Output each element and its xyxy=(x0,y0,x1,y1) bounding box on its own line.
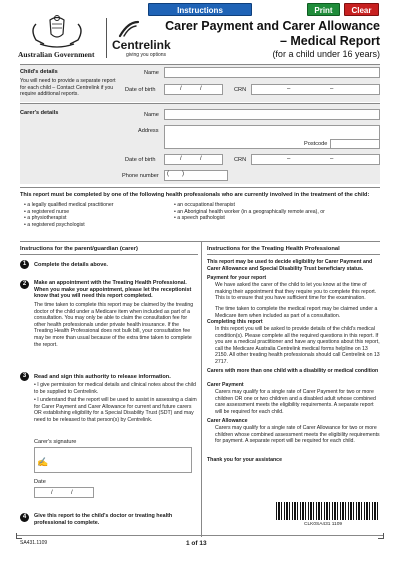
centrelink-swoosh-icon xyxy=(118,20,140,38)
carer-dob-input[interactable] xyxy=(164,154,223,165)
list-item: • an Aboriginal health worker (in a geographically remote area), or xyxy=(174,208,325,215)
carer-name-input[interactable] xyxy=(164,109,380,120)
carer-payment-body: Carers may qualify for a single rate of Carer Payment for two or more children OR one or two children and a disabled adult whose combined care assessment meets the eligibility requirements. A separate report will be required for each child. xyxy=(215,389,376,415)
child-name-label: Name xyxy=(144,70,159,76)
child-crn-input[interactable] xyxy=(251,84,380,95)
list-item: • a legally qualified medical practitioner xyxy=(24,202,114,208)
child-dob-label: Date of birth xyxy=(125,87,156,93)
list-item: • a physiotherapist xyxy=(24,215,67,222)
signature-date-input[interactable]: / / xyxy=(34,487,94,498)
page-subtitle: (for a child under 16 years) xyxy=(272,49,380,59)
carer-address-label: Address xyxy=(138,128,159,134)
completing-heading: Completing this report xyxy=(207,319,263,325)
carer-crn-label: CRN xyxy=(234,157,247,163)
divider xyxy=(20,241,380,242)
step-2-title: Make an appointment with the Treating Health Professional. When you make your appointment, please let the receptionist know that you will need this report completed. xyxy=(34,280,192,300)
column-divider xyxy=(201,241,202,537)
professionals-intro: This report must be completed by one of the following health professionals who are currently involved in the treatment of the child: xyxy=(20,192,370,198)
carer-crn-input[interactable] xyxy=(251,154,380,165)
barcode-text: CLK0SA431 1109 xyxy=(304,522,343,527)
print-button[interactable]: Print xyxy=(307,3,340,16)
carer-payment-heading: Carer Payment xyxy=(207,382,244,388)
step-3-bullet-2: • I understand that the report will be used to assist in assessing a claim for Carer Payment and Carer Allowance for current and future carers OR establishing eligibility for a Special Disability Trust (SDT) and may need to be released to that person(s) by Centrelink. xyxy=(34,397,197,423)
thanks-text: Thank you for your assistance xyxy=(207,457,282,463)
page-title-line1: Carer Payment and Carer Allowance xyxy=(165,19,380,33)
completing-body: In this report you will be asked to provide details of the child's medical condition(s). Please complete all the required questions in this report. If you are a medical practitioner and have any questions about this report, call the Medicare Australia Centrelink medical forms helpline on 13 2150. All other treating health professionals should call Centrelink on 13 2717. xyxy=(215,326,380,365)
child-dob-input[interactable] xyxy=(164,84,223,95)
carer-allowance-heading: Carer Allowance xyxy=(207,418,248,424)
professional-instructions-heading: Instructions for the Treating Health Professional xyxy=(207,246,340,252)
professionals-list-right xyxy=(174,202,380,222)
page-number: 1 of 13 xyxy=(186,540,207,547)
carer-postcode-label: Postcode xyxy=(304,141,328,147)
step-3-bullet-1: • I give permission for medical details and clinical notes about the child to be supplied to Centrelink. xyxy=(34,382,196,395)
step-4-number: 4 xyxy=(20,513,29,522)
coat-of-arms-icon xyxy=(22,14,92,50)
carer-name-label: Name xyxy=(144,112,159,118)
government-logo-text: Australian Government xyxy=(18,50,95,59)
professional-intro: This report may be used to decide eligibility for Carer Payment and Carer Allowance and Special Disability Trust beneficiary status. xyxy=(207,259,373,272)
payment-body-2: The time taken to complete the medical report may be claimed under a Medicare item when included as part of a consultation. xyxy=(215,306,378,319)
barcode xyxy=(276,502,380,520)
carer-allowance-body: Carers may qualify for a single rate of Carer Allowance for two or more children whose combined assessment meets the eligibility requirements for payment. A separate report will be required for each child. xyxy=(215,425,380,445)
step-3-title: Read and sign this authority to release information. xyxy=(34,374,171,380)
child-name-input[interactable] xyxy=(164,67,380,78)
centrelink-logo-text: Centrelink xyxy=(112,38,171,52)
logo-divider xyxy=(106,18,107,58)
page-title-line2: – Medical Report xyxy=(279,34,380,48)
carer-postcode-input[interactable] xyxy=(330,139,380,149)
carer-phone-input[interactable] xyxy=(164,170,228,181)
signature-label: Carer's signature xyxy=(34,439,77,445)
pen-icon: ✍ xyxy=(37,457,49,467)
multi-child-heading: Carers with more than one child with a disability or medical condition xyxy=(207,368,379,374)
step-2-body: The time taken to complete this report may be claimed by the treating doctor of the child under a Medicare item when included as part of a consultation. You may only be able to claim the consultation fee for other health professionals under private health insurance. If the Treating Health Professional does not bulk bill, your consultation fee may be more than usual because of the extra time taken to complete the report. xyxy=(34,302,194,348)
instructions-button[interactable]: Instructions xyxy=(148,3,252,16)
step-1-text: Complete the details above. xyxy=(34,262,108,268)
form-code: SA431.1109 xyxy=(20,540,48,546)
carer-dob-label: Date of birth xyxy=(125,157,156,163)
list-item: • an occupational therapist xyxy=(174,202,235,208)
date-label: Date xyxy=(34,479,46,485)
list-item: • a registered psychologist xyxy=(24,221,85,228)
child-details-note: You will need to provide a separate report for each child – Contact Centrelink if you require additional reports. xyxy=(20,78,116,98)
step-2-number: 2 xyxy=(20,280,29,289)
payment-body-1: We have asked the carer of the child to let you know at the time of making their appointment that they require you to complete this report. This is to ensure that you have sufficient time for the examination. xyxy=(215,282,377,302)
step-4-text: Give this report to the child's doctor or treating health professional to complete. xyxy=(34,513,173,526)
payment-heading: Payment for your report xyxy=(207,275,267,281)
carer-phone-label: Phone number xyxy=(122,173,159,179)
child-crn-label: CRN xyxy=(234,87,247,93)
carer-instructions-heading: Instructions for the parent/guardian (carer) xyxy=(20,246,138,252)
centrelink-tagline: giving you options xyxy=(126,52,167,58)
list-item: • a registered nurse xyxy=(24,208,70,215)
step-3-number: 3 xyxy=(20,372,29,381)
professionals-list-left xyxy=(24,202,169,228)
carer-details-heading: Carer's details xyxy=(20,110,59,116)
list-item: • a speech pathologist xyxy=(174,215,225,222)
signature-input[interactable] xyxy=(34,447,192,473)
step-1-number: 1 xyxy=(20,260,29,269)
divider xyxy=(20,187,380,188)
child-details-heading: Child's details xyxy=(20,69,58,75)
clear-button[interactable]: Clear xyxy=(344,3,379,16)
